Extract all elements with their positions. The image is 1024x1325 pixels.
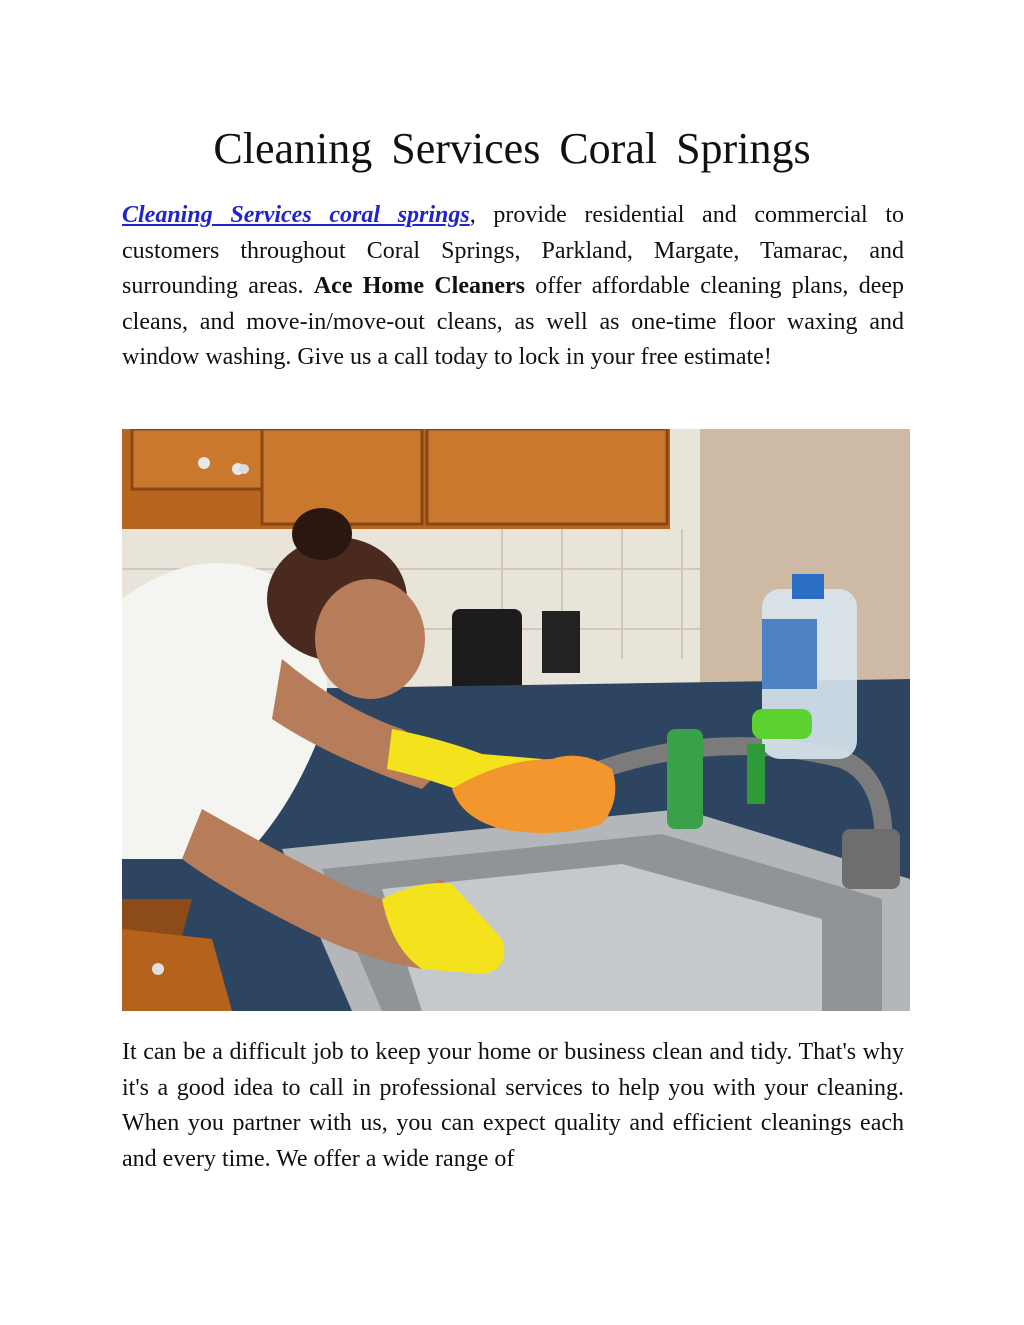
cleaning-services-link[interactable]: Cleaning Services coral springs bbox=[122, 202, 470, 228]
cleaning-photo bbox=[122, 429, 910, 1011]
page-title: Cleaning Services Coral Springs bbox=[213, 124, 811, 173]
body-paragraph: It can be a difficult job to keep your home or business clean and tidy. That's why it's a good idea to call in professional services to help you with your cleaning. When you partner with us, you can expect quality and efficient cleanings each and every time. We offer a wide range of bbox=[122, 1039, 904, 1172]
intro-paragraph bbox=[122, 198, 904, 376]
intro-text-a: , provide residential and commercial to customers throughout Coral Springs, Parkland, Margate, Tamarac, and surrounding areas. bbox=[122, 202, 904, 299]
intro-text-b: offer affordable cleaning plans, deep cleans, and move-in/move-out cleans, as well as one-time floor waxing and window washing. Give us a call today to lock in your free estimate! bbox=[122, 273, 905, 370]
company-name: Ace Home Cleaners bbox=[313, 273, 525, 299]
